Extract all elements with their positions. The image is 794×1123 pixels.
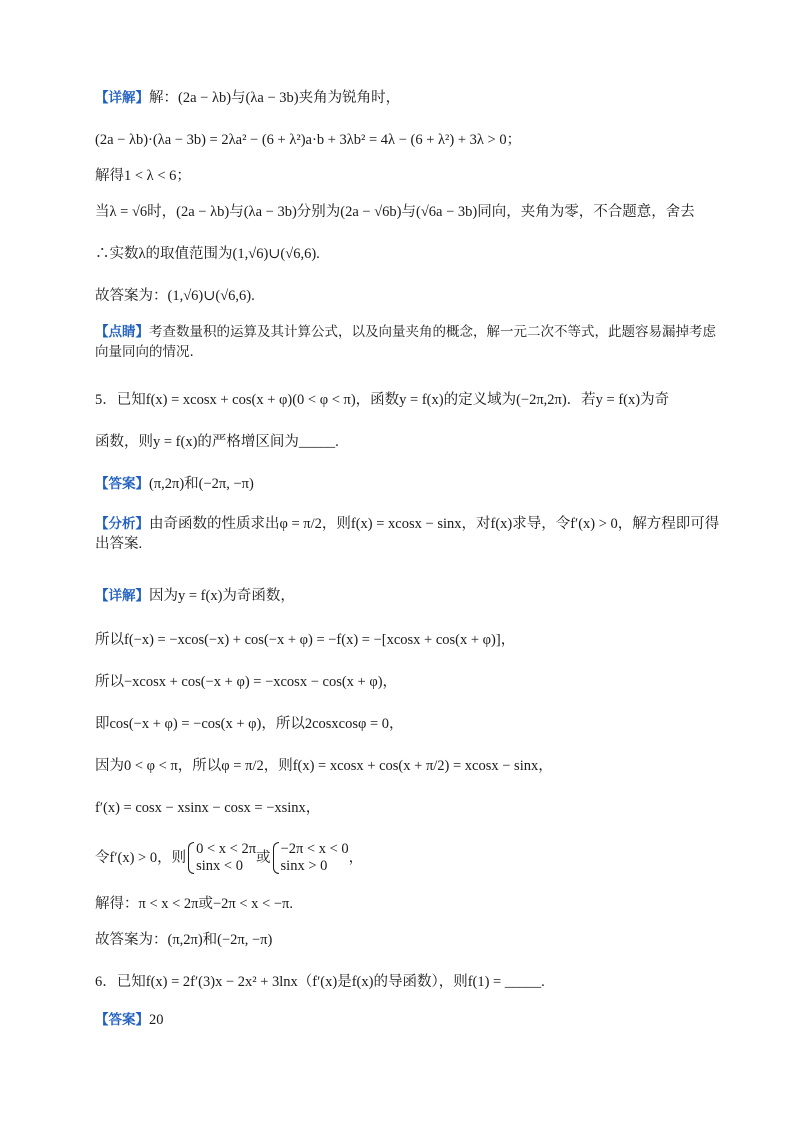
- comment-paragraph: 【点睛】考查数量积的运算及其计算公式，以及向量夹角的概念，解一元二次不等式，此题容易漏掉考虑向量同向的情况.: [95, 324, 716, 360]
- detail-5-line-4: 即cos(−x + φ) = −cos(x + φ)，所以2cosxcosφ = 0，: [95, 716, 404, 732]
- answer-5-final: 故答案为：(π,2π)和(−2π, −π): [95, 932, 273, 948]
- answer-6: 【答案】20: [95, 1012, 164, 1028]
- question-6-line: 6．已知f(x) = 2f′(3)x − 2x² + 3lnx（f′(x)是f(x)的导函数），则f(1) = _____.: [95, 974, 545, 990]
- derivative-line: f′(x) = cosx − xsinx − cosx = −xsinx，: [95, 800, 321, 816]
- solution-line: 解得1 < λ < 6；: [95, 168, 191, 184]
- detail-5-line-2: 所以f(−x) = −xcos(−x) + cos(−x + φ) = −f(x) = −[xcosx + cos(x + φ)]，: [95, 632, 516, 648]
- detail-line: 【详解】解：(2a − λb)与(λa − 3b)夹角为锐角时，: [95, 90, 401, 106]
- detail-5-line-3: 所以−xcosx + cos(−x + φ) = −xcosx − cos(x + φ)，: [95, 674, 398, 690]
- question-5-line-2: 函数，则y = f(x)的严格增区间为_____.: [95, 434, 339, 450]
- answer-5: 【答案】(π,2π)和(−2π, −π): [95, 476, 254, 492]
- detail-5-line-5: 因为0 < φ < π，所以φ = π/2，则f(x) = xcosx + cos(x + π/2) = xcosx − sinx，: [95, 758, 553, 774]
- detail-5-line-1: 【详解】因为y = f(x)为奇函数，: [95, 588, 295, 604]
- case-line: 当λ = √6时，(2a − λb)与(λa − 3b)分别为(2a − √6b)与(√6a − 3b)同向，夹角为零，不合题意，舍去: [95, 204, 695, 220]
- system-brace-1: 0 < x < 2π sinx < 0: [186, 841, 256, 875]
- question-5-line-1: 5．已知f(x) = xcosx + cos(x + φ)(0 < φ < π)，函数y = f(x)的定义域为(−2π,2π)．若y = f(x)为奇: [95, 392, 670, 408]
- analysis-5: 【分析】由奇函数的性质求出φ = π/2，则f(x) = xcosx − sinx，对f(x)求导，令f′(x) > 0，解方程即可得出答案.: [95, 516, 720, 552]
- dot-product-line: (2a − λb)·(λa − 3b) = 2λa² − (6 + λ²)a·b + 3λb² = 4λ − (6 + λ²) + 3λ > 0；: [95, 132, 522, 148]
- inequality-system-line: 令f′(x) > 0，则 0 < x < 2π sinx < 0 或 −2π < x < 0 sinx > 0 ，: [95, 841, 364, 874]
- answer-line: 故答案为：(1,√6)∪(√6,6).: [95, 288, 255, 304]
- system-brace-2: −2π < x < 0 sinx > 0: [271, 841, 349, 875]
- range-line: ∴实数λ的取值范围为(1,√6)∪(√6,6).: [95, 246, 320, 262]
- solution-5-line: 解得：π < x < 2π或−2π < x < −π.: [95, 896, 293, 912]
